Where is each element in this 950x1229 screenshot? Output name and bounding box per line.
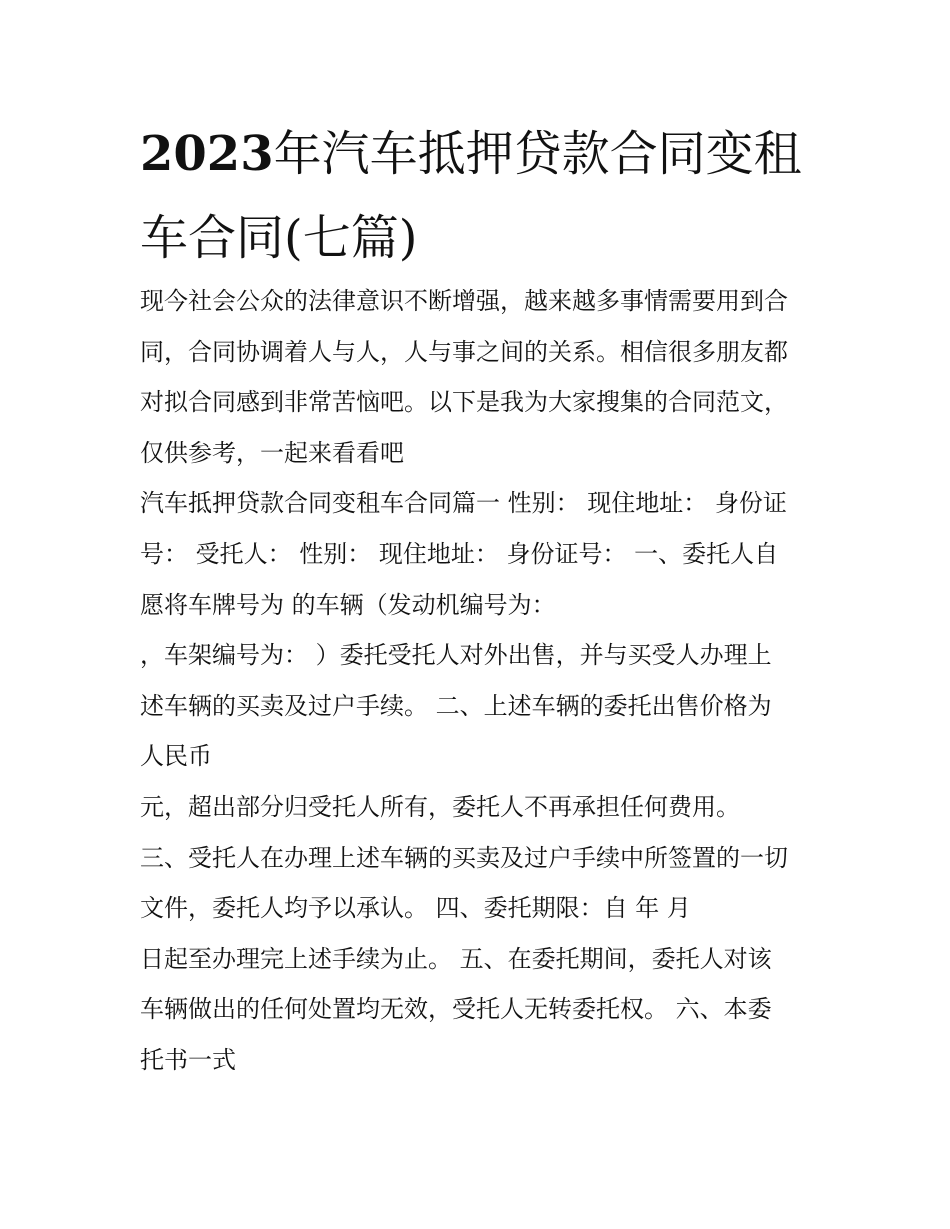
body-line: 托书一式 [140, 1045, 236, 1074]
body-line: 述车辆的买卖及过户手续。 二、上述车辆的委托出售价格为 [140, 691, 772, 720]
body-line: 日起至办理完上述手续为止。 五、在委托期间，委托人对该 [140, 944, 772, 973]
body-line: 汽车抵押贷款合同变租车合同篇一 性别： 现住地址： 身份证 [140, 489, 787, 518]
body-line: 同，合同协调着人与人，人与事之间的关系。相信很多朋友都 [140, 337, 788, 366]
body-line: 仅供参考，一起来看看吧 [140, 438, 404, 467]
body-line: ，车架编号为： ）委托受托人对外出售，并与买受人办理上 [140, 641, 772, 670]
body-line: 对拟合同感到非常苦恼吧。以下是我为大家搜集的合同范文， [140, 388, 788, 417]
body-line: 现今社会公众的法律意识不断增强，越来越多事情需要用到合 [140, 287, 788, 315]
title-year: 2023 [140, 126, 274, 182]
body-line: 文件，委托人均予以承认。 四、委托期限：自 年 月 [140, 894, 691, 923]
title-line2: 车合同(七篇) [140, 210, 418, 266]
document-body [140, 276, 820, 1086]
body-line: 元，超出部分归受托人所有，委托人不再承担任何费用。 [140, 792, 740, 821]
body-line: 号： 受托人： 性别： 现住地址： 身份证号： 一、委托人自 [140, 539, 779, 568]
document-title [140, 112, 830, 280]
title-line1-rest: 年汽车抵押贷款合同变租 [273, 126, 802, 182]
body-line: 车辆做出的任何处置均无效，受托人无转委托权。 六、本委 [140, 995, 772, 1024]
body-line: 愿将车牌号为 的车辆（发动机编号为： [140, 590, 556, 619]
body-line: 人民币 [140, 742, 212, 771]
body-line: 三、受托人在办理上述车辆的买卖及过户手续中所签置的一切 [140, 843, 788, 872]
